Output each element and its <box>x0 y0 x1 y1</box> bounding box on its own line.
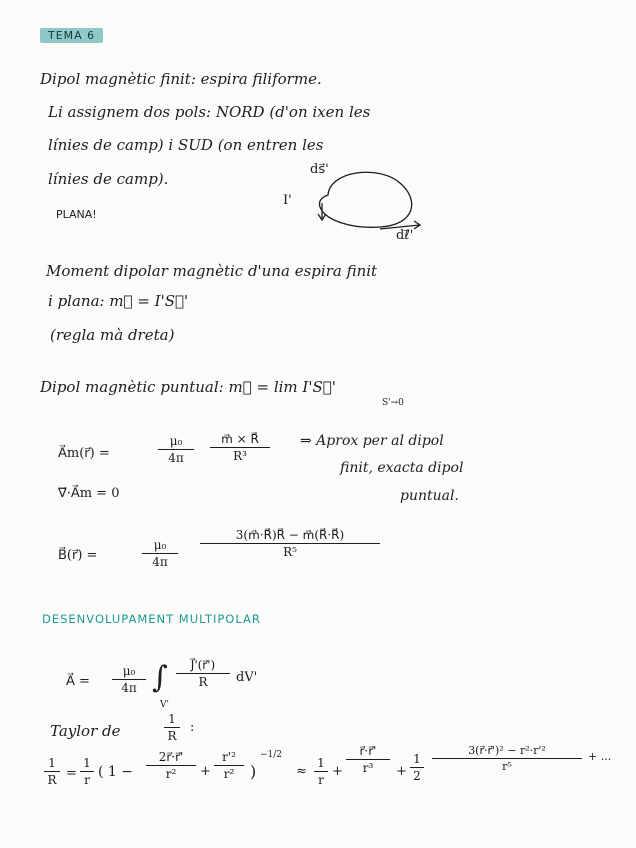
dl-label: dℓ⃗' <box>396 228 414 243</box>
exp-approx: ≈ <box>296 764 307 779</box>
B-den2: R⁵ <box>283 545 297 559</box>
A-den2: R <box>198 675 208 689</box>
text-right-hand-rule: (regla mà dreta) <box>50 326 175 344</box>
exp-frac-3 <box>214 750 244 781</box>
exp-plus-1: + <box>200 764 211 779</box>
A-num2: J⃗'(r⃗') <box>190 658 216 672</box>
limit-subscript: S'→0 <box>382 398 404 408</box>
exp-frac-1 <box>80 756 94 787</box>
heading-finite-dipole: Dipol magnètic finit: espira filiforme. <box>40 70 322 88</box>
Am-num2: m⃗ × R⃗ <box>221 432 259 446</box>
Am-frac1 <box>158 434 194 465</box>
exp-num-3: r'² <box>222 750 236 764</box>
A-frac1 <box>112 664 146 695</box>
exp-num-7: 3(r⃗·r⃗')² − r²·r'² <box>468 744 546 757</box>
exp-eq: = <box>66 766 77 781</box>
A-den1: 4π <box>121 681 137 695</box>
exp-den-4: r <box>318 773 324 787</box>
A-num1: μ₀ <box>122 664 136 678</box>
exp-paren-open: ( 1 − <box>98 764 133 780</box>
exp-frac-5 <box>346 744 390 775</box>
A-dv: dV' <box>236 670 258 685</box>
exp-frac-6 <box>410 752 424 783</box>
A-lhs: A⃗ = <box>66 674 90 689</box>
exp-num-4: 1 <box>317 756 325 770</box>
exp-dots: + ... <box>588 750 612 763</box>
taylor-label: Taylor de <box>50 722 121 740</box>
exp-paren-close: ) <box>250 762 257 781</box>
text-moment-formula: i plana: m⃗ = I'S⃗' <box>48 292 189 310</box>
B-frac1 <box>142 538 178 569</box>
taylor-colon: : <box>190 720 195 735</box>
exp-den-1: r <box>84 773 90 787</box>
integral-subscript: V' <box>160 700 169 710</box>
exp-lhs-num: 1 <box>48 756 56 770</box>
text-poles-1: Li assignem dos pols: NORD (d'on ixen les <box>48 103 371 121</box>
exp-lhs-frac <box>44 756 60 787</box>
exp-plus-3: + <box>396 764 407 779</box>
text-moment: Moment dipolar magnètic d'una espira finit <box>46 262 378 280</box>
exp-den-6: 2 <box>413 769 421 783</box>
approx-note-1: ⇒ Aprox per al dipol <box>300 433 444 449</box>
B-num1: μ₀ <box>153 538 167 552</box>
taylor-den: R <box>167 729 177 743</box>
text-point-dipole: Dipol magnètic puntual: m⃗ = lim I'S⃗' <box>40 378 336 396</box>
Am-num1: μ₀ <box>169 434 183 448</box>
Am-frac2 <box>210 432 270 463</box>
exp-den-5: r³ <box>362 761 374 775</box>
taylor-num: 1 <box>168 712 176 726</box>
divergence-A: ∇⃗·A⃗m = 0 <box>58 486 120 501</box>
current-label: I' <box>283 193 292 208</box>
exp-den-3: r² <box>223 767 235 781</box>
exp-den-2: r² <box>165 767 177 781</box>
exp-plus-2: + <box>332 764 343 779</box>
B-den1: 4π <box>152 555 168 569</box>
section-title-multipolar: DESENVOLUPAMENT MULTIPOLAR <box>42 612 261 626</box>
integral-sign: ∫ <box>152 660 168 695</box>
exp-frac-2 <box>146 750 196 781</box>
current-loop-diagram <box>270 155 440 250</box>
exp-den-7: r⁵ <box>502 760 512 773</box>
text-poles-2: línies de camp) i SUD (on entren les <box>48 136 324 154</box>
B-frac2 <box>200 528 380 559</box>
exp-frac-4 <box>314 756 328 787</box>
topic-tag: TEMA 6 <box>40 28 103 43</box>
loop-curve <box>319 172 411 227</box>
exp-num-6: 1 <box>413 752 421 766</box>
Am-den1: 4π <box>168 451 184 465</box>
exp-lhs-den: R <box>47 773 57 787</box>
exp-num-1: 1 <box>83 756 91 770</box>
Am-den2: R³ <box>233 449 247 463</box>
B-num2: 3(m⃗·R⃗)R⃗ − m⃗(R⃗·R⃗) <box>235 528 345 542</box>
taylor-frac <box>164 712 180 743</box>
B-lhs: B⃗(r⃗) = <box>58 548 98 563</box>
A-frac2 <box>176 658 230 689</box>
exp-num-5: r⃗·r⃗' <box>359 744 377 758</box>
Am-lhs: A⃗m(r⃗) = <box>58 446 110 461</box>
approx-note-2: finit, exacta dipol <box>340 460 464 476</box>
note-plana: PLANA! <box>56 208 97 221</box>
exp-num-2: 2r⃗·r⃗' <box>158 750 184 764</box>
exp-power: −1/2 <box>260 750 283 760</box>
exp-frac-7 <box>432 744 582 773</box>
approx-note-3: puntual. <box>400 488 459 504</box>
ds-label: ds⃗' <box>310 162 329 177</box>
text-poles-3: línies de camp). <box>48 170 169 188</box>
